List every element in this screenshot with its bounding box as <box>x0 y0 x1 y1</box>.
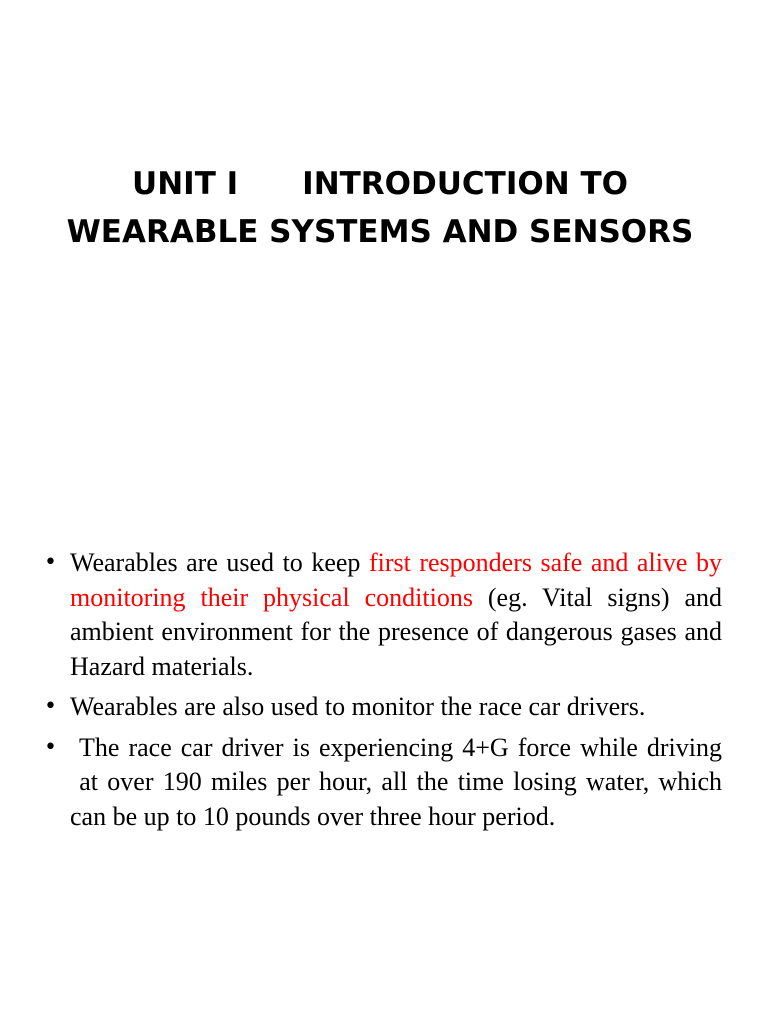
bullet-3-text: The race car driver is experiencing 4+G force while driving at over 190 miles per hour, all the time losing water, which can be up to 10 pounds over three hour period. <box>70 732 722 831</box>
bullet-item-1 <box>40 546 722 684</box>
bullet-item-2 <box>40 690 722 725</box>
title-introduction: INTRODUCTION TO <box>302 166 628 202</box>
bullet-1-text-before: Wearables are used to keep <box>70 548 369 577</box>
bullet-1-highlight: first responders safe and alive by monitoring their physical conditions <box>70 548 722 612</box>
bullet-dot-icon: • <box>44 694 57 719</box>
bullet-2-text: Wearables are also used to monitor the race car drivers. <box>70 692 646 721</box>
bullet-list <box>40 546 722 840</box>
bullet-dot-icon: • <box>44 734 57 760</box>
bullet-1-text-after: (eg. Vital signs) and ambient environment for the presence of dangerous gases and Hazard materials. <box>70 582 722 681</box>
title-subject: WEARABLE SYSTEMS AND SENSORS <box>66 214 694 250</box>
slide-title <box>40 160 720 256</box>
title-unit: UNIT I <box>132 166 239 202</box>
bullet-item-3 <box>40 731 722 835</box>
bullet-dot-icon: • <box>44 550 57 575</box>
